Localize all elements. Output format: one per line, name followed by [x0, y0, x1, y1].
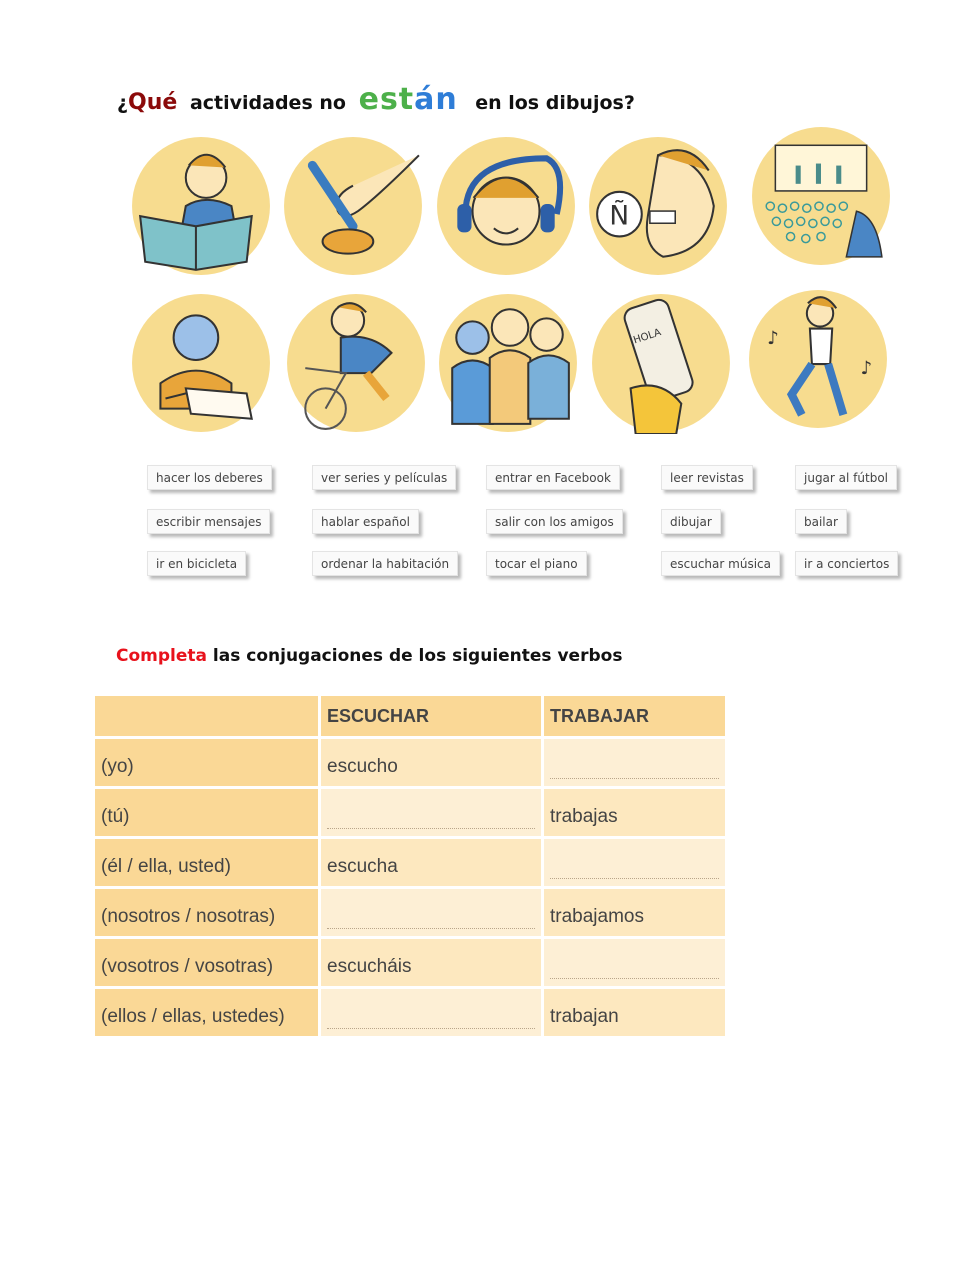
activity-tag: leer revistas: [661, 465, 753, 490]
header-escuchar: ESCUCHAR: [321, 696, 541, 736]
illustrations-grid: [125, 120, 905, 450]
exercise2-title: [116, 646, 622, 666]
trabajar-blank[interactable]: [544, 739, 725, 786]
trabajar-cell: trabajan: [544, 989, 725, 1036]
activity-tag: hacer los deberes: [147, 465, 272, 490]
activity-tag: ir a conciertos: [795, 551, 898, 576]
bicycle-icon: [285, 292, 427, 434]
header-trabajar: TRABAJAR: [544, 696, 725, 736]
blank-line: [550, 778, 719, 779]
exercise1-title: [117, 82, 641, 117]
headphones-music-icon: [435, 135, 577, 277]
activity-tag: hablar español: [312, 509, 419, 534]
question-end: en los dibujos?: [475, 92, 635, 114]
writing-hand-icon: [282, 135, 424, 277]
reading-magazine-icon: [130, 135, 272, 277]
escuchar-blank[interactable]: [321, 989, 541, 1036]
trabajar-blank[interactable]: [544, 839, 725, 886]
header-empty: [95, 696, 318, 736]
activity-tag: escribir mensajes: [147, 509, 270, 534]
estan-letter: á: [414, 82, 436, 117]
escuchar-blank[interactable]: [321, 889, 541, 936]
estan-letter: t: [398, 82, 415, 117]
trabajar-blank[interactable]: [544, 939, 725, 986]
estan-letter: s: [379, 82, 399, 117]
homework-icon: [130, 292, 272, 434]
activity-tag: bailar: [795, 509, 847, 534]
title-rest: las conjugaciones de los siguientes verbos: [212, 646, 623, 666]
escuchar-cell: escucháis: [321, 939, 541, 986]
blank-line: [327, 828, 535, 829]
blank-line: [550, 978, 719, 979]
estan-letter: e: [358, 82, 380, 117]
svg-text:HOLA: HOLA: [632, 327, 663, 347]
friends-icon: [437, 292, 579, 434]
question-open: ¿: [117, 92, 129, 114]
escuchar-cell: escucho: [321, 739, 541, 786]
activity-tag: ordenar la habitación: [312, 551, 458, 576]
table-row: [95, 739, 725, 786]
escuchar-blank[interactable]: [321, 789, 541, 836]
trabajar-cell: trabajamos: [544, 889, 725, 936]
pronoun-cell: (yo): [95, 739, 318, 786]
question-mid: actividades no: [189, 92, 346, 114]
blank-line: [550, 878, 719, 879]
activity-tag: salir con los amigos: [486, 509, 623, 534]
blank-line: [327, 1028, 535, 1029]
pronoun-cell: (ellos / ellas, ustedes): [95, 989, 318, 1036]
pronoun-cell: (nosotros / nosotras): [95, 889, 318, 936]
pronoun-cell: (vosotros / vosotras): [95, 939, 318, 986]
table-row: [95, 789, 725, 836]
activity-tag: ver series y películas: [312, 465, 456, 490]
estan-letter: n: [435, 82, 458, 117]
question-estan: [359, 82, 470, 117]
concert-icon: [750, 125, 892, 267]
table-row: [95, 889, 725, 936]
phone-message-icon: [590, 292, 732, 434]
activity-tag: jugar al fútbol: [795, 465, 897, 490]
activity-tag: dibujar: [661, 509, 721, 534]
activity-tag: ir en bicicleta: [147, 551, 246, 576]
blank-line: [327, 928, 535, 929]
trabajar-cell: trabajas: [544, 789, 725, 836]
table-row: [95, 989, 725, 1036]
table-header-row: [95, 696, 725, 736]
conjugation-table: [92, 693, 728, 1039]
table-row: [95, 839, 725, 886]
activity-tag: entrar en Facebook: [486, 465, 620, 490]
activity-tag: tocar el piano: [486, 551, 587, 576]
svg-text:♪: ♪: [860, 358, 873, 380]
escuchar-cell: escucha: [321, 839, 541, 886]
title-highlight: Completa: [116, 646, 207, 666]
svg-text:♪: ♪: [767, 327, 779, 349]
activity-tag: escuchar música: [661, 551, 780, 576]
question-word: Qué: [128, 90, 178, 115]
speaking-spanish-icon: [587, 135, 729, 277]
dancing-icon: [747, 288, 889, 430]
svg-text:Ñ: Ñ: [609, 201, 630, 232]
pronoun-cell: (él / ella, usted): [95, 839, 318, 886]
table-row: [95, 939, 725, 986]
pronoun-cell: (tú): [95, 789, 318, 836]
